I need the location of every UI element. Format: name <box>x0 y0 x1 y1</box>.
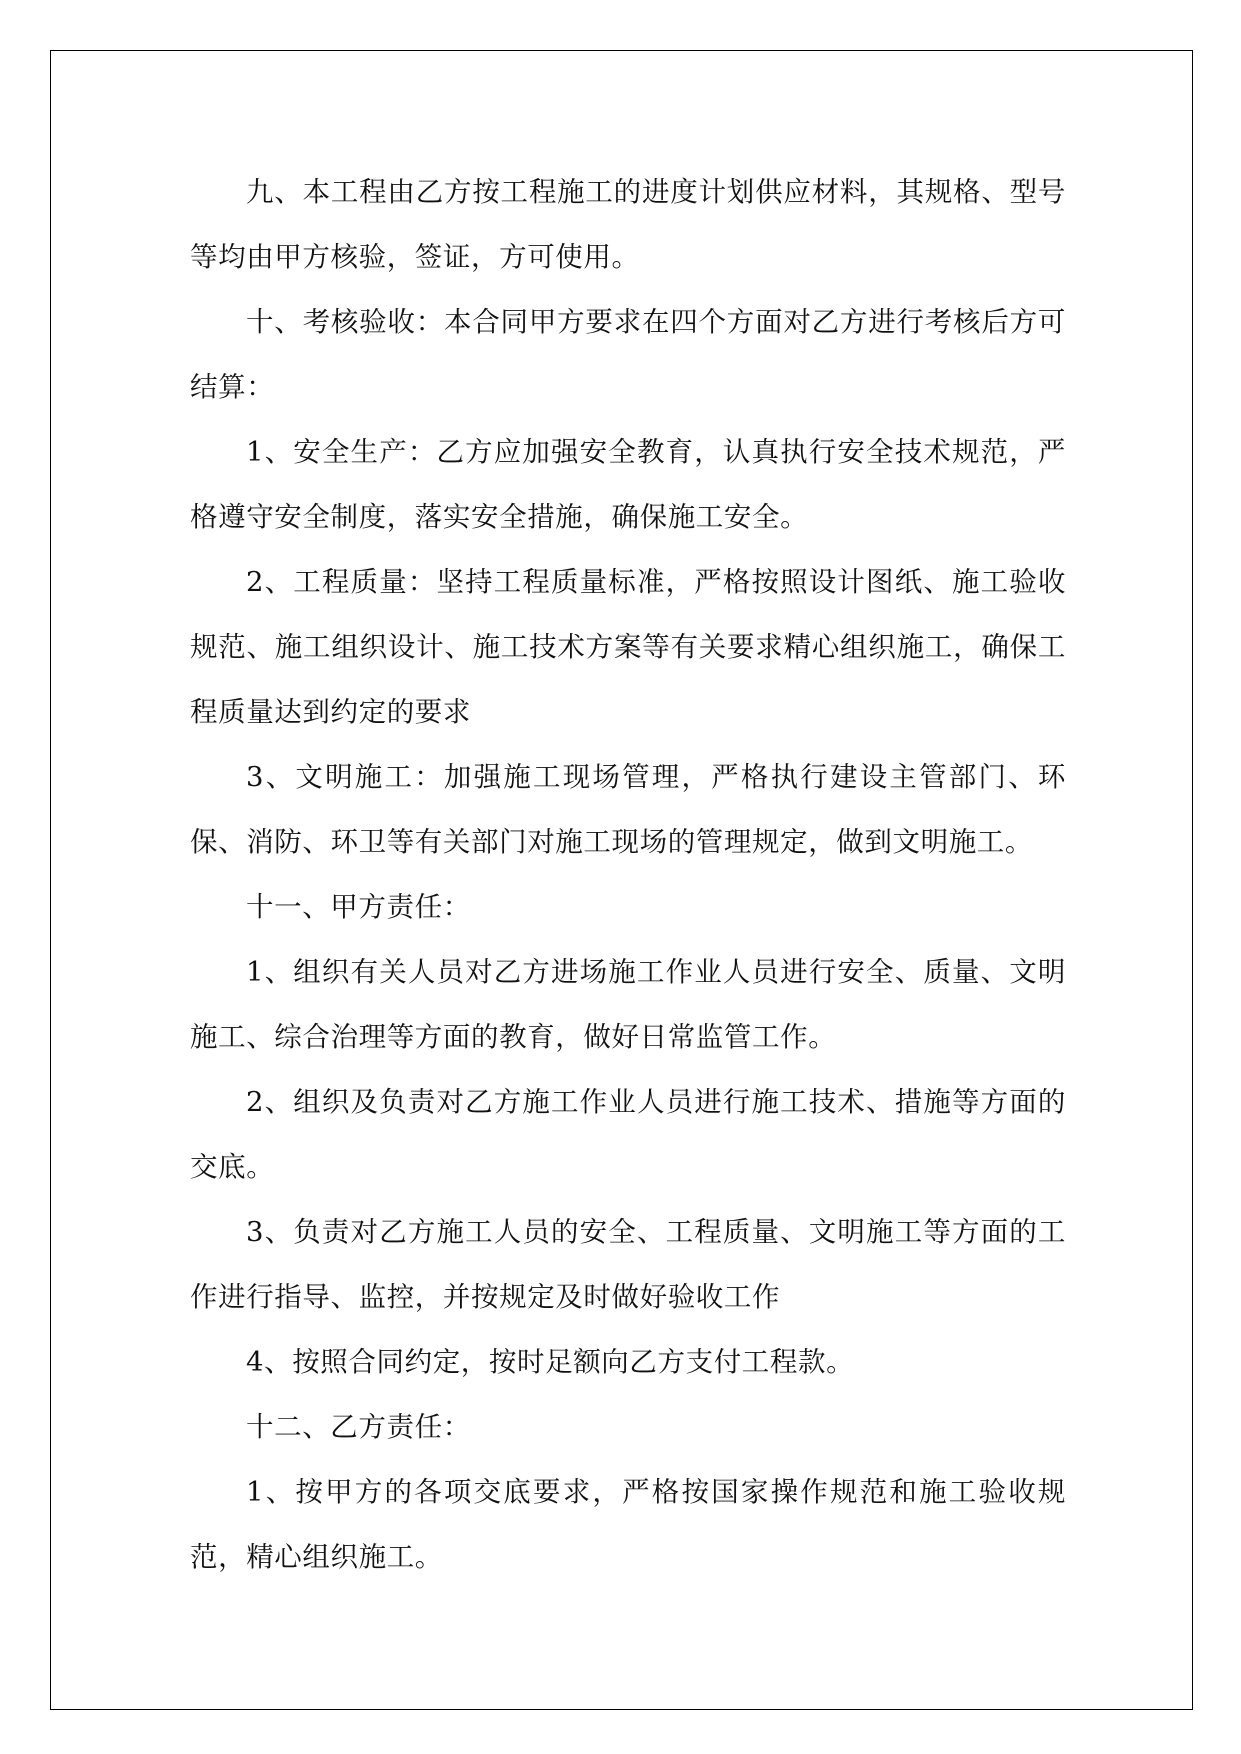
clause-10-item-2-quality: 2、工程质量：坚持工程质量标准，严格按照设计图纸、施工验收规范、施工组织设计、施工技术方案等有关要求精心组织施工，确保工程质量达到约定的要求 <box>190 566 1066 728</box>
clause-11-item-3: 3、负责对乙方施工人员的安全、工程质量、文明施工等方面的工作进行指导、监控，并按规定及时做好验收工作 <box>190 1216 1066 1313</box>
clause-9-materials: 九、本工程由乙方按工程施工的进度计划供应材料，其规格、型号等均由甲方核验，签证，方可使用。 <box>190 176 1066 273</box>
clause-11-party-a-heading: 十一、甲方责任： <box>246 891 471 923</box>
clause-12-item-1: 1、按甲方的各项交底要求，严格按国家操作规范和施工验收规范，精心组织施工。 <box>190 1476 1066 1573</box>
clause-10-item-3-civilized-construction: 3、文明施工：加强施工现场管理，严格执行建设主管部门、环保、消防、环卫等有关部门对施工现场的管理规定，做到文明施工。 <box>190 761 1066 858</box>
clause-11-item-1: 1、组织有关人员对乙方进场施工作业人员进行安全、质量、文明施工、综合治理等方面的教育，做好日常监管工作。 <box>190 956 1066 1053</box>
clause-10-item-1-safety: 1、安全生产：乙方应加强安全教育，认真执行安全技术规范，严格遵守安全制度，落实安全措施，确保施工安全。 <box>190 436 1066 533</box>
clause-10-acceptance: 十、考核验收：本合同甲方要求在四个方面对乙方进行考核后方可结算： <box>190 306 1066 403</box>
clause-12-party-b-heading: 十二、乙方责任： <box>246 1411 471 1443</box>
document-body <box>190 160 1066 1590</box>
clause-11-item-4: 4、按照合同约定，按时足额向乙方支付工程款。 <box>246 1346 855 1378</box>
clause-11-item-2: 2、组织及负责对乙方施工作业人员进行施工技术、措施等方面的交底。 <box>190 1086 1066 1183</box>
